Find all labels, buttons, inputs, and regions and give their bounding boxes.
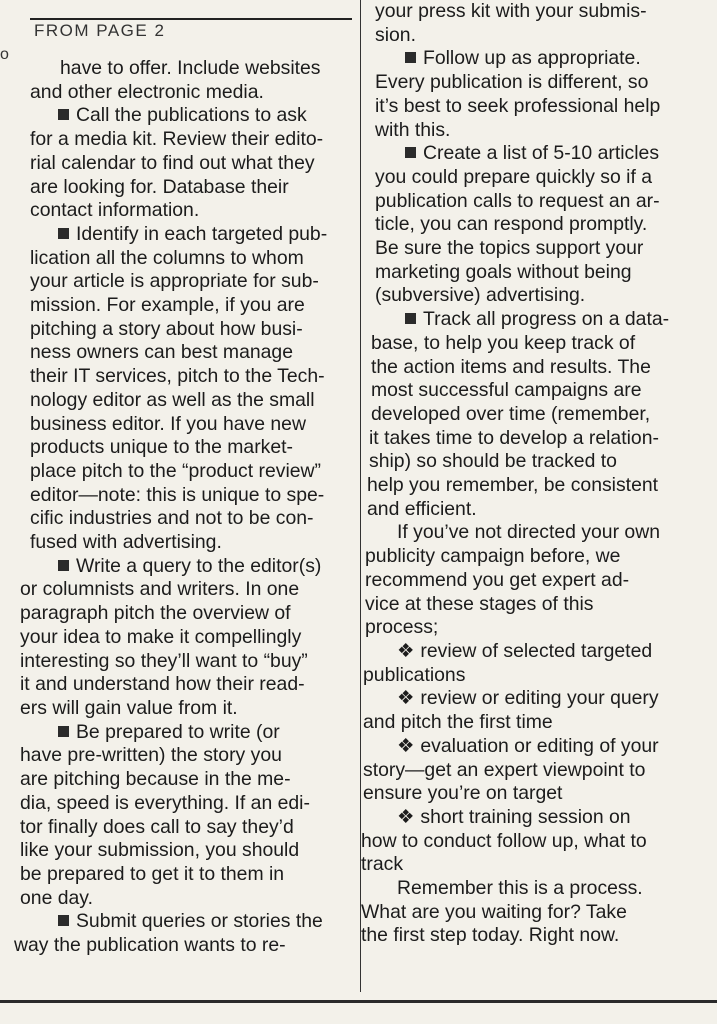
margin-mark: o bbox=[0, 46, 9, 63]
square-bullet-icon bbox=[405, 147, 416, 158]
text-line: and pitch the first time bbox=[363, 711, 553, 734]
text-line: paragraph pitch the overview of bbox=[20, 602, 291, 625]
text-line: developed over time (remember, bbox=[371, 402, 651, 425]
text-line: tor finally does call to say they’d bbox=[20, 815, 294, 838]
top-rule bbox=[30, 18, 352, 20]
text-line: publicity campaign before, we bbox=[365, 545, 621, 568]
text-line: ship) so should be tracked to bbox=[369, 450, 617, 473]
continuation-label: FROM PAGE 2 bbox=[34, 21, 166, 40]
text-line: their IT services, pitch to the Tech- bbox=[30, 365, 325, 388]
text-line: nology editor as well as the small bbox=[30, 388, 315, 411]
right-column bbox=[361, 0, 693, 948]
square-bullet-icon bbox=[405, 52, 416, 63]
diamond-bullet-item: ❖ evaluation or editing of your bbox=[397, 734, 659, 757]
text-line: publication calls to request an ar- bbox=[375, 189, 660, 212]
text-line: products unique to the market- bbox=[30, 436, 293, 459]
text-line: one day. bbox=[20, 886, 93, 909]
square-bullet-icon bbox=[58, 726, 69, 737]
text-line: ticle, you can respond promptly. bbox=[375, 213, 648, 236]
text-line: how to conduct follow up, what to bbox=[361, 829, 647, 852]
text-line: have pre-written) the story you bbox=[20, 744, 282, 767]
text-line: Be sure the topics support your bbox=[375, 237, 644, 260]
text-line: contact information. bbox=[30, 199, 200, 222]
text-line: way the publication wants to re- bbox=[14, 934, 286, 957]
text-line: business editor. If you have new bbox=[30, 412, 306, 435]
text-line: ensure you’re on target bbox=[363, 782, 563, 805]
bullet-paragraph-start: Write a query to the editor(s) bbox=[14, 555, 350, 579]
bottom-rule bbox=[0, 1000, 717, 1003]
text-line: mission. For example, if you are bbox=[30, 294, 305, 317]
text-line: cific industries and not to be con- bbox=[30, 507, 314, 530]
text-line: most successful campaigns are bbox=[371, 379, 642, 402]
text-line: are pitching because in the me- bbox=[20, 768, 291, 791]
square-bullet-icon bbox=[405, 313, 416, 324]
text-line: vice at these stages of this bbox=[365, 592, 594, 615]
text-line: the action items and results. The bbox=[371, 355, 651, 378]
text-line: editor—note: this is unique to spe- bbox=[30, 483, 325, 506]
text-line: and efficient. bbox=[367, 497, 477, 520]
text-line: Every publication is different, so bbox=[375, 71, 649, 94]
text-line: ers will gain value from it. bbox=[20, 696, 238, 719]
text-line: help you remember, be consistent bbox=[367, 474, 659, 497]
text-line: your press kit with your submis- bbox=[375, 0, 647, 22]
text-line: interesting so they’ll want to “buy” bbox=[20, 649, 308, 672]
diamond-bullet-icon: ❖ bbox=[397, 805, 415, 828]
square-bullet-icon bbox=[58, 915, 69, 926]
text-line: your article is appropriate for sub- bbox=[30, 270, 319, 293]
text-line: process; bbox=[365, 616, 439, 639]
bullet-paragraph-start: Be prepared to write (or bbox=[14, 721, 350, 745]
diamond-bullet-item: ❖ review or editing your query bbox=[397, 687, 659, 710]
text-line: story—get an expert viewpoint to bbox=[363, 758, 646, 781]
text-line: it takes time to develop a relation- bbox=[369, 426, 659, 449]
text-line: and other electronic media. bbox=[30, 80, 264, 103]
text-line: What are you waiting for? Take bbox=[361, 900, 627, 923]
text-line: recommend you get expert ad- bbox=[365, 568, 630, 591]
bullet-paragraph-start: Track all progress on a data- bbox=[361, 308, 693, 332]
diamond-bullet-icon: ❖ bbox=[397, 687, 415, 710]
text-line: lication all the columns to whom bbox=[30, 246, 304, 269]
text-line: with this. bbox=[375, 118, 451, 141]
text-line: you could prepare quickly so if a bbox=[375, 165, 653, 188]
text-line: sion. bbox=[375, 23, 416, 46]
left-column bbox=[14, 57, 350, 958]
text-line: marketing goals without being bbox=[375, 260, 632, 283]
text-line: base, to help you keep track of bbox=[371, 331, 636, 354]
bullet-paragraph-start: Create a list of 5-10 articles bbox=[361, 142, 693, 166]
text-line: are looking for. Database their bbox=[30, 175, 289, 198]
diamond-bullet-icon: ❖ bbox=[397, 734, 415, 757]
text-line: your idea to make it compellingly bbox=[20, 625, 302, 648]
text-line: If you’ve not directed your own bbox=[397, 521, 660, 544]
text-line: ness owners can best manage bbox=[30, 341, 294, 364]
text-line: it and understand how their read- bbox=[20, 673, 305, 696]
square-bullet-icon bbox=[58, 560, 69, 571]
text-line: dia, speed is everything. If an edi- bbox=[20, 791, 310, 814]
bullet-paragraph-start: Follow up as appropriate. bbox=[361, 47, 693, 71]
text-line: like your submission, you should bbox=[20, 839, 300, 862]
text-line: fused with advertising. bbox=[30, 531, 222, 554]
text-line: or columnists and writers. In one bbox=[20, 578, 300, 601]
text-line: be prepared to get it to them in bbox=[20, 862, 285, 885]
text-line: the first step today. Right now. bbox=[361, 924, 620, 947]
square-bullet-icon bbox=[58, 109, 69, 120]
bullet-paragraph-start: Call the publications to ask bbox=[14, 104, 350, 128]
bullet-paragraph-start: Identify in each targeted pub- bbox=[14, 223, 350, 247]
square-bullet-icon bbox=[58, 228, 69, 239]
text-line: track bbox=[361, 853, 404, 876]
text-line: it’s best to seek professional help bbox=[375, 94, 661, 117]
diamond-bullet-icon: ❖ bbox=[397, 639, 415, 662]
diamond-bullet-item: ❖ review of selected targeted bbox=[397, 639, 653, 662]
text-line: publications bbox=[363, 663, 466, 686]
bullet-paragraph-start: Submit queries or stories the bbox=[14, 910, 350, 934]
text-line: pitching a story about how busi- bbox=[30, 317, 303, 340]
text-line: for a media kit. Review their edito- bbox=[30, 128, 324, 151]
text-line: Remember this is a process. bbox=[397, 877, 643, 900]
text-line: place pitch to the “product review” bbox=[30, 459, 322, 482]
text-line: rial calendar to find out what they bbox=[30, 151, 315, 174]
text-line: have to offer. Include websites bbox=[60, 57, 321, 79]
diamond-bullet-item: ❖ short training session on bbox=[397, 805, 631, 828]
text-line: (subversive) advertising. bbox=[375, 284, 586, 307]
